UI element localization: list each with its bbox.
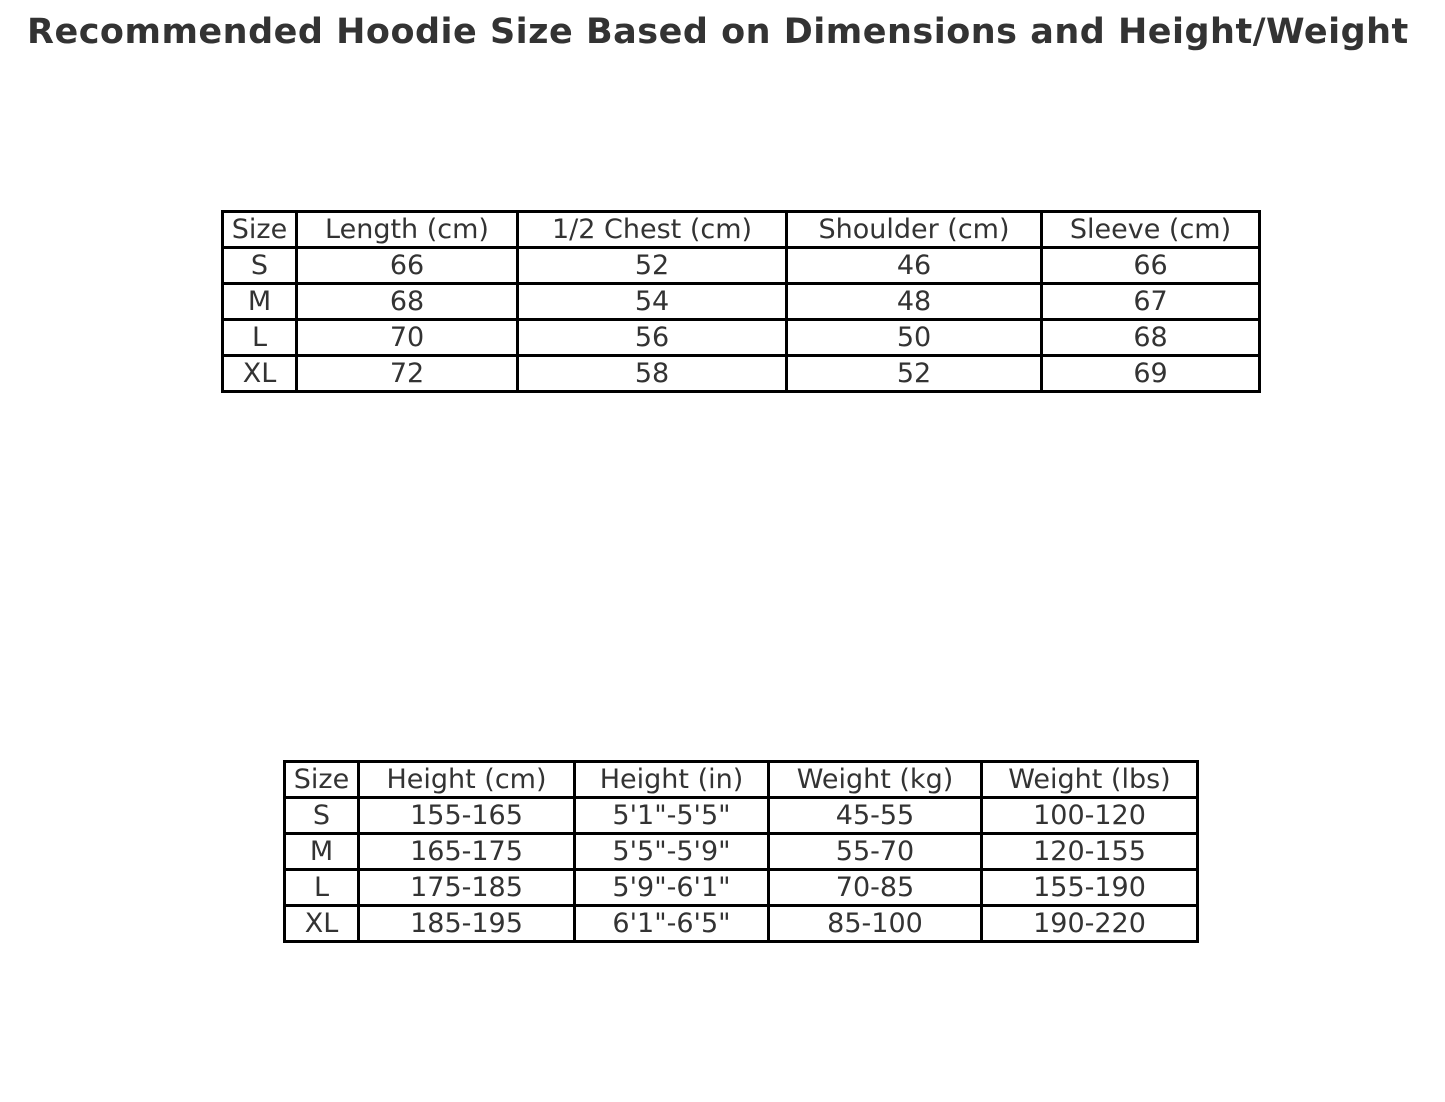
table-cell: 72	[297, 356, 518, 392]
table-row	[285, 798, 1198, 834]
table-cell: L	[285, 870, 359, 906]
table-row	[223, 284, 1260, 320]
table-cell: 52	[518, 248, 787, 284]
column-header: Sleeve (cm)	[1042, 212, 1260, 248]
table-cell: 67	[1042, 284, 1260, 320]
hoodie-dimensions-table	[221, 210, 1261, 393]
table-cell: 120-155	[982, 834, 1198, 870]
column-header: Weight (kg)	[769, 762, 982, 798]
table-cell: 69	[1042, 356, 1260, 392]
table-cell: 5'9"-6'1"	[575, 870, 769, 906]
height-weight-table	[283, 760, 1199, 943]
table-cell: 58	[518, 356, 787, 392]
table-cell: 66	[297, 248, 518, 284]
column-header: Height (cm)	[359, 762, 575, 798]
table-cell: 55-70	[769, 834, 982, 870]
table-cell: 185-195	[359, 906, 575, 942]
column-header: Size	[285, 762, 359, 798]
table-cell: L	[223, 320, 297, 356]
table-cell: 5'1"-5'5"	[575, 798, 769, 834]
table-cell: 155-165	[359, 798, 575, 834]
table-cell: 50	[787, 320, 1042, 356]
table-row	[285, 906, 1198, 942]
table-cell: 70	[297, 320, 518, 356]
table-cell: 155-190	[982, 870, 1198, 906]
table-cell: 165-175	[359, 834, 575, 870]
table-row	[223, 248, 1260, 284]
table-row	[223, 320, 1260, 356]
figure-title: Recommended Hoodie Size Based on Dimensions and Height/Weight	[27, 12, 1409, 52]
column-header: Length (cm)	[297, 212, 518, 248]
table-cell: 70-85	[769, 870, 982, 906]
table-cell: M	[223, 284, 297, 320]
table-cell: 45-55	[769, 798, 982, 834]
table-cell: 52	[787, 356, 1042, 392]
table-cell: 5'5"-5'9"	[575, 834, 769, 870]
table-cell: 56	[518, 320, 787, 356]
table-cell: 68	[297, 284, 518, 320]
column-header: 1/2 Chest (cm)	[518, 212, 787, 248]
column-header: Height (in)	[575, 762, 769, 798]
column-header: Weight (lbs)	[982, 762, 1198, 798]
header-row	[285, 762, 1198, 798]
table-cell: 175-185	[359, 870, 575, 906]
table-cell: S	[285, 798, 359, 834]
table-row	[285, 870, 1198, 906]
header-row	[223, 212, 1260, 248]
column-header: Size	[223, 212, 297, 248]
column-header: Shoulder (cm)	[787, 212, 1042, 248]
table-cell: 46	[787, 248, 1042, 284]
table-cell: 66	[1042, 248, 1260, 284]
table-cell: 85-100	[769, 906, 982, 942]
table-cell: XL	[223, 356, 297, 392]
table-cell: S	[223, 248, 297, 284]
table-row	[285, 834, 1198, 870]
table-cell: 190-220	[982, 906, 1198, 942]
table-cell: 6'1"-6'5"	[575, 906, 769, 942]
table-cell: 68	[1042, 320, 1260, 356]
table-row	[223, 356, 1260, 392]
table-cell: 48	[787, 284, 1042, 320]
table-cell: 100-120	[982, 798, 1198, 834]
table-cell: XL	[285, 906, 359, 942]
table-cell: 54	[518, 284, 787, 320]
table-cell: M	[285, 834, 359, 870]
